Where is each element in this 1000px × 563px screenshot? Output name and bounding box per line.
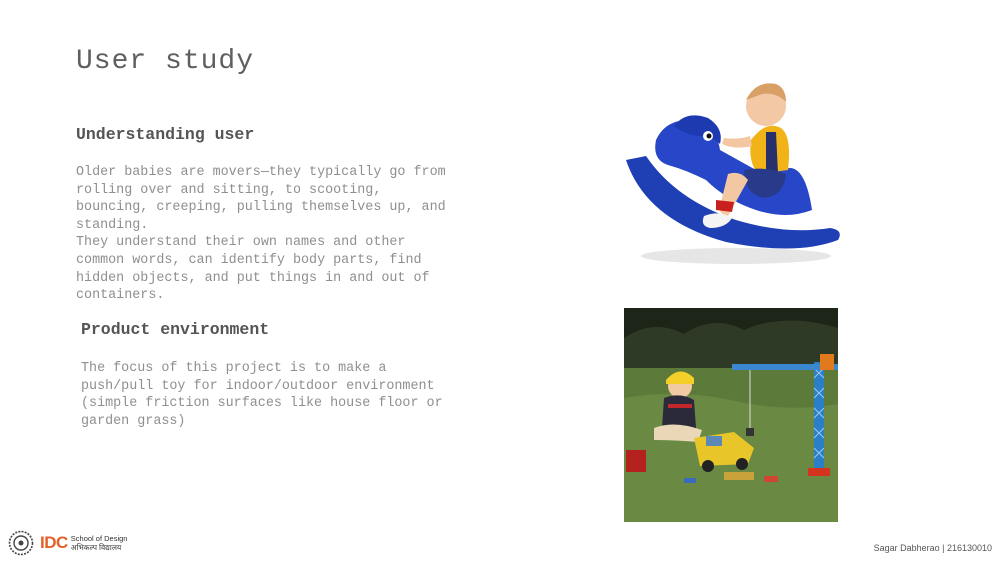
paragraph-line: Older babies are movers—they typically go from	[76, 165, 446, 180]
section-heading-understanding-user: Understanding user	[76, 125, 255, 144]
paragraph-line: hidden objects, and put things in and out of	[76, 270, 430, 286]
paragraph-line: bouncing, creeping, pulling themselves up, and	[76, 200, 446, 216]
paragraph-line: rolling over and sitting, to scooting,	[76, 182, 382, 198]
paragraph-line: (simple friction surfaces like house floor or	[81, 396, 443, 412]
paragraph-line: The focus of this project is to make a	[81, 361, 387, 376]
idc-logo	[8, 529, 127, 557]
slide-title: User study	[76, 46, 255, 77]
section-heading-product-environment: Product environment	[81, 320, 270, 339]
outdoor-play-photo	[624, 308, 838, 522]
iit-emblem-icon	[8, 530, 34, 556]
paragraph-line: common words, can identify body parts, find	[76, 252, 422, 268]
idc-logo-mark: IDC	[40, 533, 68, 552]
idc-logo-text	[71, 534, 128, 552]
paragraph-line: They understand their own names and other	[76, 235, 406, 251]
paragraph-line: standing.	[76, 217, 149, 233]
paragraph-line: garden grass)	[81, 413, 186, 429]
paragraph-line: push/pull toy for indoor/outdoor environment	[81, 378, 435, 394]
product-environment-paragraph	[81, 360, 501, 430]
logo-line-english: School of Design	[70, 534, 128, 543]
rocking-horse-photo	[616, 70, 846, 270]
paragraph-line: containers.	[76, 288, 165, 304]
logo-line-hindi: अभिकल्प विद्यालय	[70, 543, 122, 552]
understanding-user-paragraph	[76, 164, 496, 305]
author-credit: Sagar Dabherao | 216130010	[873, 543, 992, 553]
